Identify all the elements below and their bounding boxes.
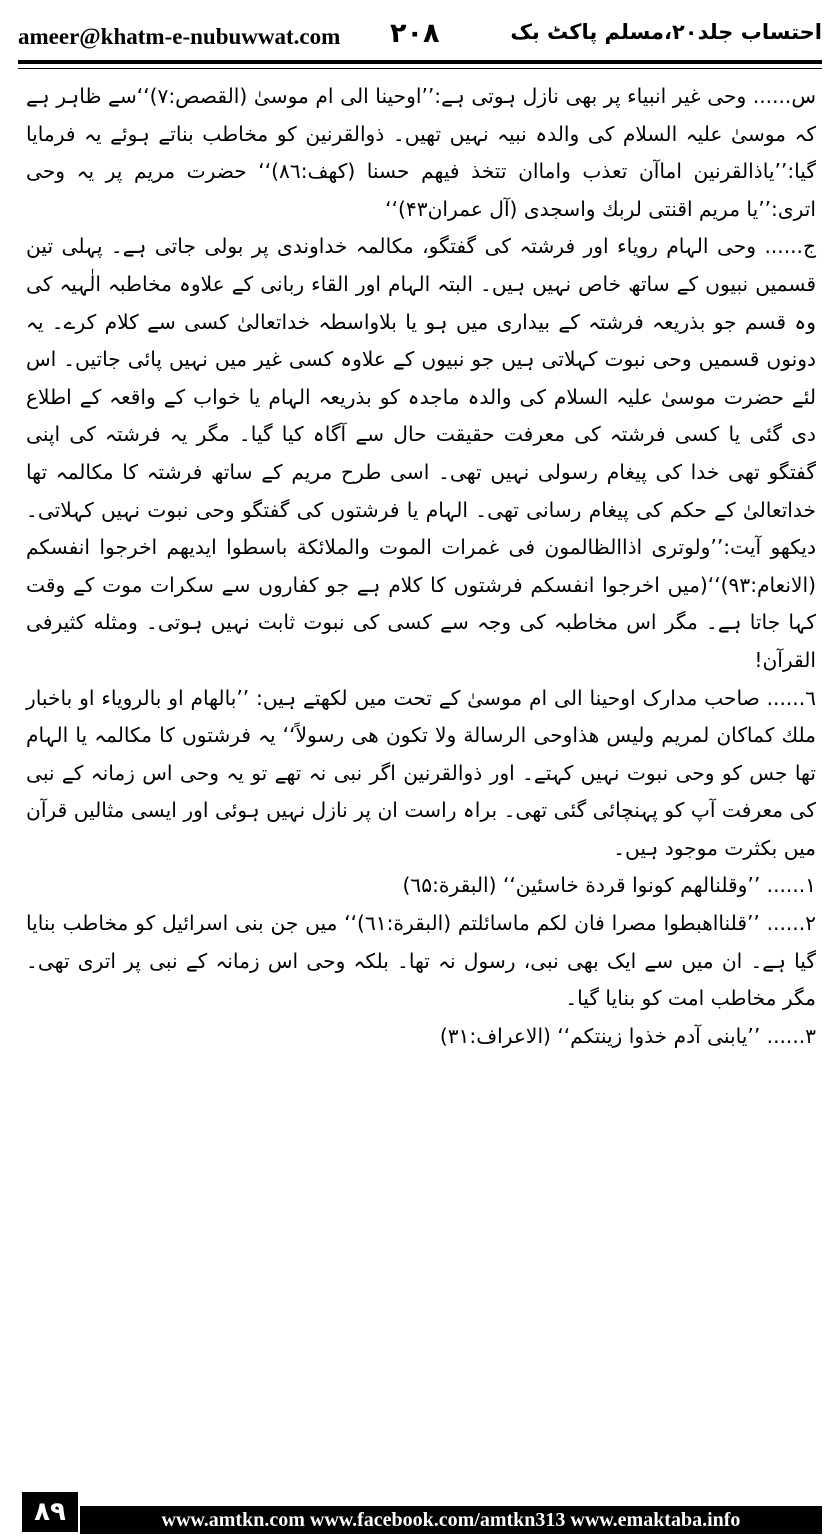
footer-page-number: ۸۹	[22, 1492, 78, 1532]
page-header	[18, 10, 822, 54]
paragraph-answer: ج...... وحی الہام رویاء اور فرشتہ کی گفتگو، مکالمہ خداوندی پر بولی جاتی ہے۔ پہلی تین قسمیں نبیوں کے ساتھ خاص نہیں ہیں۔ البتہ الہام اور القاء ربانی کے علاوہ مخاطبہ الٰہیہ کی وہ قسم جو بذریعہ فرشتہ کے بیداری میں ہو یا بلاواسطہ خداتعالیٰ کسی سے کلام کرے۔ یہ دونوں قسمیں وحی نبوت کہلاتی ہیں جو نبیوں کے علاوہ کسی غیر میں نہیں پائی جاتیں۔ اس لئے حضرت موسیٰ علیہ السلام کی والدہ ماجدہ کو بذریعہ الہام یا خواب کے واقعہ کے اطلاع دی گئی یا کسی فرشتہ کی معرفت حقیقت حال سے آگاہ کیا گیا۔ مگر یہ فرشتہ کی اپنی گفتگو تھی خدا کی پیغام رسولی نہیں تھی۔ اسی طرح مریم کے ساتھ فرشتہ کا مکالمہ تھا خداتعالیٰ کے حکم کی پیغام رسانی تھی۔ الہام یا فرشتوں کی گفتگو وحی نبوت نہیں کہلاتی۔ دیکھو آیت:’’ولوتری اذاالظالمون فی غمرات الموت والملائکة باسطوا ایدیهم اخرجوا انفسکم (الانعام:۹۳)‘‘(میں اخرجوا انفسکم فرشتوں کا کلام ہے جو کفاروں سے سکرات موت کے وقت کہا جاتا ہے۔ مگر اس مخاطبہ کی وجہ سے کسی کی نبوت ثابت نہیں ہوتی۔ ومثله کثیرفی القرآن!	[26, 234, 816, 672]
header-rule-thin	[18, 68, 822, 69]
paragraph-question: س...... وحی غیر انبیاء پر بھی نازل ہوتی ہے:’’اوحینا الی ام موسیٰ (القصص:۷)‘‘سے ظاہر ہے کہ موسیٰ علیہ السلام کی والدہ نبیہ نہیں تھیں۔ ذوالقرنین کو مخاطب بناتے ہوئے یہ فرمایا گیا:’’یاذالقرنین اماآن تعذب واماان تتخذ فیهم حسنا (کهف:۸٦)‘‘ حضرت مریم پر یہ وحی اتری:’’یا مریم اقنتی لربك واسجدی (آل عمران۴۳)‘‘	[26, 84, 816, 221]
header-email: ameer@khatm-e-nubuwwat.com	[18, 24, 341, 49]
body-text	[26, 78, 816, 1055]
paragraph-example-2: ۲...... ’’قلنااهبطوا مصرا فان لکم ماسائلتم (البقرة:٦۱)‘‘ میں جن بنی اسرائیل کو مخاطب بنایا گیا ہے۔ ان میں سے ایک بھی نبی، رسول نہ تھا۔ بلکہ وحی اس زمانہ کے نبی پر اتری تھی۔ مگر مخاطب امت کو بنایا گیا۔	[26, 911, 816, 1011]
paragraph-example-1: ۱...... ’’وقلنالهم کونوا قردة خاسئین‘‘ (البقرة:٦۵)	[402, 873, 816, 898]
header-rule-thick	[18, 60, 822, 64]
paragraph-point-6: ٦...... صاحب مدارک اوحینا الی ام موسیٰ کے تحت میں لکھتے ہیں: ’’بالهام او بالرویاء او باخبار ملك کماکان لمریم ولیس هذاوحی الرسالة ولا تکون هی رسولاً‘‘ یہ فرشتوں کا مکالمہ یا الہام تھا جس کو وحی نبوت نہیں کہتے۔ اور ذوالقرنین اگر نبی نہ تھے تو یہ وحی اس زمانہ کے نبی کی معرفت آپ کو پہنچائی گئی تھی۔ براہ راست ان پر نازل نہیں ہوئی اور ایسی مثالیں قرآن میں بکثرت موجود ہیں۔	[26, 685, 816, 860]
header-page-number: ۲۰۸	[390, 18, 440, 49]
footer-links: www.amtkn.com www.facebook.com/amtkn313 www.emaktaba.info	[80, 1506, 822, 1534]
paragraph-example-3: ۳...... ’’یابنی آدم خذوا زینتکم‘‘ (الاعراف:۳۱)	[439, 1023, 816, 1048]
header-book-title: احتساب جلد۲۰،مسلم پاکٹ بک	[510, 20, 822, 44]
